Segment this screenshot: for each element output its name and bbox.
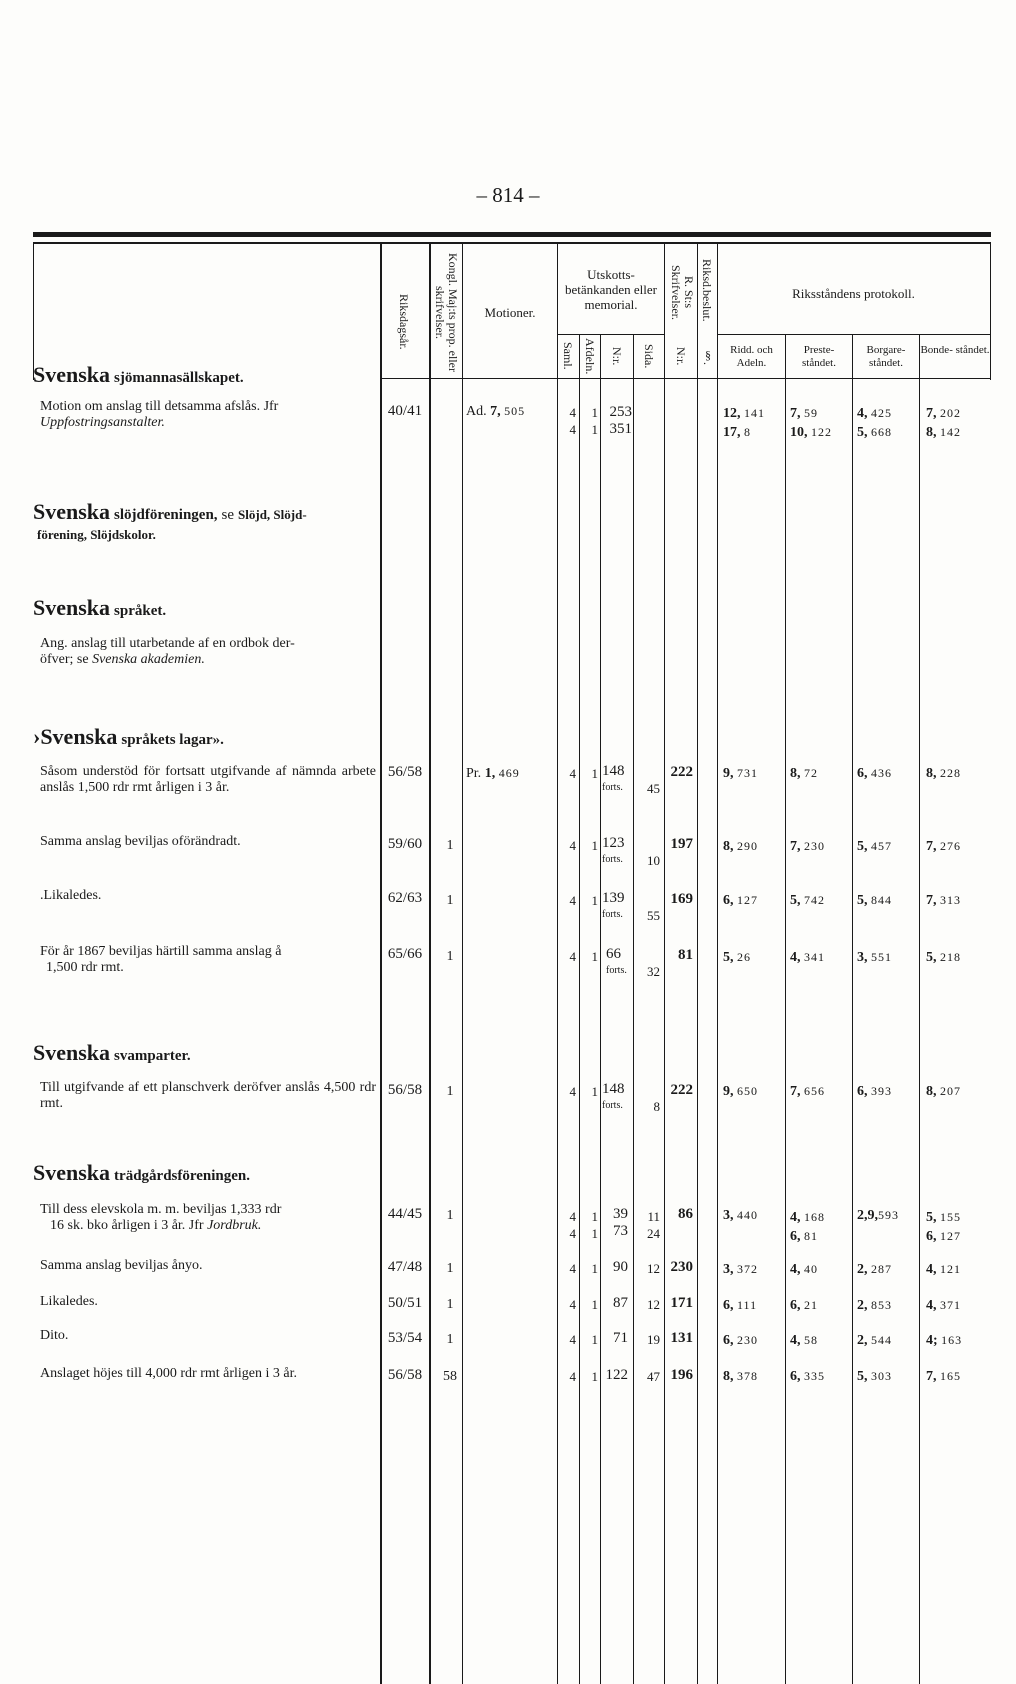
- preste-value: 7, 59 10, 122: [790, 406, 832, 440]
- header-paragraph: §.: [701, 347, 715, 365]
- header-riksd-beslut: Riksd.beslut.: [700, 258, 714, 322]
- nr-value: 90: [613, 1259, 628, 1275]
- riksdagsar-value: 40/41: [387, 403, 423, 419]
- motion-ref: Ad. 7, 505: [466, 404, 526, 419]
- col-beslut-left: [697, 244, 698, 1684]
- riksdagsar-value: 59/60: [387, 836, 423, 852]
- kongl-value: 1: [446, 949, 454, 964]
- bonde-value: 7, 202 8, 142: [926, 406, 961, 440]
- ridd-value: 8, 290: [723, 839, 758, 854]
- borgare-value: 2, 544: [857, 1333, 892, 1348]
- borgare-value: 3, 551: [857, 950, 892, 965]
- afdeln-value: 1: [591, 1084, 598, 1099]
- nr-value: 71: [613, 1330, 628, 1346]
- col-afd-left: [579, 334, 580, 1684]
- rst-value: 131: [670, 1330, 693, 1346]
- entry-description: .Likaledes.: [40, 888, 102, 903]
- borgare-value: 6, 436: [857, 766, 892, 781]
- kongl-value: 1: [446, 1261, 454, 1276]
- col-sida-left: [633, 334, 634, 1684]
- afdeln-value: 1: [591, 949, 598, 964]
- sida-value: 12: [647, 1261, 660, 1276]
- saml-value: 4: [569, 1297, 576, 1312]
- preste-value: 6, 21: [790, 1298, 818, 1313]
- bonde-value: 5, 218: [926, 950, 961, 965]
- afdeln-value: 1: [591, 766, 598, 781]
- header-nr2: N:r.: [674, 346, 688, 366]
- entry-description: Anslaget höjes till 4,000 rdr rmt årligen i 3 år.: [40, 1366, 298, 1381]
- bonde-value: 8, 207: [926, 1084, 961, 1099]
- entry-description: Till utgifvande af ett planschverk deröfver anslås 4,500 rdr rmt.: [40, 1080, 376, 1111]
- border-left: [33, 244, 34, 380]
- section-title-tradgardsforeningen: Svenska trädgårdsföreningen.: [33, 1160, 251, 1185]
- nr-value: 139 forts.: [602, 890, 625, 920]
- riksdagsar-value: 56/58: [387, 1367, 423, 1383]
- preste-value: 4, 168 6, 81: [790, 1210, 825, 1244]
- kongl-value: 58: [443, 1369, 457, 1384]
- saml-value: 4: [569, 893, 576, 908]
- col-mot-left: [462, 244, 463, 1684]
- preste-value: 8, 72: [790, 766, 818, 781]
- riksdagsar-value: 53/54: [387, 1330, 423, 1346]
- nr-value: 39 73: [613, 1206, 628, 1239]
- entry-description: För år 1867 beviljas härtill samma anslag å 1,500 rdr rmt.: [40, 944, 282, 975]
- kongl-value: 1: [446, 1208, 454, 1223]
- preste-value: 4, 341: [790, 950, 825, 965]
- ridd-value: 8, 378: [723, 1369, 758, 1384]
- col-prot-left: [717, 244, 718, 1684]
- header-kongl: Kongl. Maj:ts prop. eller skrifvelser.: [433, 253, 460, 372]
- header-rsts: R. St:s Skrifvelser.: [669, 264, 696, 320]
- header-protokoll: Riksståndens protokoll.: [792, 286, 915, 301]
- afdeln-value: 1 1: [591, 1209, 598, 1241]
- bonde-value: 4; 163: [926, 1333, 963, 1348]
- saml-value: 4: [569, 1332, 576, 1347]
- nr-value: 148 forts.: [602, 1081, 625, 1111]
- borgare-value: 5, 457: [857, 839, 892, 854]
- borgare-value: 2, 287: [857, 1262, 892, 1277]
- rst-value: 169: [670, 891, 693, 907]
- kongl-value: 1: [446, 1297, 454, 1312]
- header-afdeln: Afdeln.: [583, 337, 597, 375]
- borgare-value: 2, 853: [857, 1298, 892, 1313]
- rst-value: 222: [670, 1082, 693, 1098]
- section-title-slojdforeningen: Svenska slöjdföreningen, se Slöjd, Slöjd- förening, Slöjdskolor.: [33, 499, 307, 542]
- nr-value: 253 351: [609, 404, 632, 437]
- riksdagsar-value: 44/45: [387, 1206, 423, 1222]
- header-ridd: Ridd. och Adeln.: [730, 344, 773, 369]
- entry-description: Samma anslag beviljas ånyo.: [40, 1258, 203, 1273]
- entry-description: Likaledes.: [40, 1294, 98, 1309]
- bonde-value: 8, 228: [926, 766, 961, 781]
- saml-value: 4: [569, 766, 576, 781]
- col-riks-left: [380, 244, 382, 1684]
- afdeln-value: 1 1: [591, 405, 598, 437]
- motion-ref: Pr. 1, 469: [466, 766, 520, 781]
- riksdagsar-value: 65/66: [387, 946, 423, 962]
- section-title-spraket: Svenska språket.: [33, 595, 167, 620]
- ridd-value: 9, 650: [723, 1084, 758, 1099]
- col-rst-left: [664, 244, 665, 1684]
- riksdagsar-value: 56/58: [387, 1082, 423, 1098]
- riksdagsar-value: 50/51: [387, 1295, 423, 1311]
- section-title-sprakets-lagar: ›Svenska språkets lagar».: [33, 724, 224, 749]
- kongl-value: 1: [446, 1084, 454, 1099]
- header-motioner: Motioner.: [484, 305, 536, 320]
- rst-value: 171: [670, 1295, 693, 1311]
- header-subrule-prot: [717, 334, 990, 335]
- header-nr: N:r.: [610, 346, 624, 366]
- afdeln-value: 1: [591, 1297, 598, 1312]
- sida-value: 45: [647, 781, 660, 796]
- sida-value: 55: [647, 908, 660, 923]
- rst-value: 230: [670, 1259, 693, 1275]
- header-borgare: Borgare- ståndet.: [866, 344, 906, 369]
- entry-description: Dito.: [40, 1328, 69, 1343]
- bonde-value: 7, 276: [926, 839, 961, 854]
- bonde-value: 4, 121: [926, 1262, 961, 1277]
- borgare-value: 5, 303: [857, 1369, 892, 1384]
- kongl-value: 1: [446, 893, 454, 908]
- rst-value: 86: [678, 1206, 693, 1222]
- saml-value: 4: [569, 838, 576, 853]
- nr-value: 148 forts.: [602, 763, 625, 793]
- ridd-value: 3, 372: [723, 1262, 758, 1277]
- ridd-value: 9, 731: [723, 766, 758, 781]
- ridd-value: 5, 26: [723, 950, 751, 965]
- sida-value: 19: [647, 1332, 660, 1347]
- riksdagsar-value: 62/63: [387, 890, 423, 906]
- ridd-value: 6, 127: [723, 893, 758, 908]
- nr-value: 122: [605, 1367, 628, 1383]
- sida-value: 11 24: [647, 1209, 660, 1241]
- entry-description: Såsom understöd för fortsatt utgifvande af nämnda arbete anslås 1,500 rdr rmt årligen i 3 år.: [40, 764, 376, 795]
- col-preste-left: [785, 334, 786, 1684]
- col-bonde-left: [919, 334, 920, 1684]
- afdeln-value: 1: [591, 1261, 598, 1276]
- ridd-value: 6, 230: [723, 1333, 758, 1348]
- bonde-value: 7, 313: [926, 893, 961, 908]
- afdeln-value: 1: [591, 838, 598, 853]
- header-sida: Sida.: [642, 343, 656, 369]
- bonde-value: 4, 371: [926, 1298, 961, 1313]
- borgare-value: 5, 844: [857, 893, 892, 908]
- borgare-value: 6, 393: [857, 1084, 892, 1099]
- entry-description: Motion om anslag till detsamma afslås. Jfr Uppfostringsanstalter.: [40, 399, 279, 430]
- col-kong-left: [429, 244, 431, 1684]
- sida-value: 10: [647, 853, 660, 868]
- entry-description: Samma anslag beviljas oförändradt.: [40, 834, 241, 849]
- bonde-value: 7, 165: [926, 1369, 961, 1384]
- section-title-svamparter: Svenska svamparter.: [33, 1040, 191, 1065]
- borgare-value: 4, 425 5, 668: [857, 406, 892, 440]
- borgare-value: 2,9,593: [857, 1208, 899, 1223]
- saml-value: 4 4: [569, 1209, 576, 1241]
- rst-value: 197: [670, 836, 693, 852]
- nr-value: 123 forts.: [602, 835, 625, 865]
- top-rule: [33, 232, 991, 237]
- afdeln-value: 1: [591, 893, 598, 908]
- sida-value: 32: [647, 964, 660, 979]
- saml-value: 4: [569, 1084, 576, 1099]
- preste-value: 7, 230: [790, 839, 825, 854]
- header-utskotts: Utskotts- betänkanden eller memorial.: [564, 267, 658, 312]
- riksdagsar-value: 47/48: [387, 1259, 423, 1275]
- rst-value: 222: [670, 764, 693, 780]
- rst-value: 81: [678, 947, 693, 963]
- ridd-value: 12, 141 17, 8: [723, 406, 765, 440]
- header-saml: Saml.: [561, 342, 575, 370]
- saml-value: 4: [569, 1369, 576, 1384]
- kongl-value: 1: [446, 838, 454, 853]
- col-nr-left: [600, 334, 601, 1684]
- rst-value: 196: [670, 1367, 693, 1383]
- section-title-sjomannasallskapet: Svenska sjömannasällskapet.: [33, 362, 244, 387]
- top-rule-thin: [33, 242, 991, 244]
- preste-value: 4, 40: [790, 1262, 818, 1277]
- header-subrule-utsk: [557, 334, 664, 335]
- kongl-value: 1: [446, 1332, 454, 1347]
- sida-value: 12: [647, 1297, 660, 1312]
- header-bottom-rule: [380, 378, 990, 379]
- ridd-value: 3, 440: [723, 1208, 758, 1223]
- afdeln-value: 1: [591, 1369, 598, 1384]
- nr-value: 66 forts.: [606, 946, 627, 976]
- saml-value: 4: [569, 949, 576, 964]
- saml-value: 4 4: [569, 405, 576, 437]
- entry-description: Till dess elevskola m. m. beviljas 1,333 rdr 16 sk. bko årligen i 3 år. Jfr Jordbruk.: [40, 1202, 282, 1233]
- sida-value: 47: [647, 1369, 660, 1384]
- sida-value: 8: [653, 1099, 660, 1114]
- header-bonde: Bonde- ståndet.: [920, 344, 990, 356]
- preste-value: 5, 742: [790, 893, 825, 908]
- ridd-value: 6, 111: [723, 1298, 758, 1313]
- header-preste: Preste- ståndet.: [802, 344, 836, 369]
- nr-value: 87: [613, 1295, 628, 1311]
- page-number: – 814 –: [476, 183, 540, 207]
- col-borg-left: [852, 334, 853, 1684]
- preste-value: 4, 58: [790, 1333, 818, 1348]
- preste-value: 6, 335: [790, 1369, 825, 1384]
- afdeln-value: 1: [591, 1332, 598, 1347]
- riksdagsar-value: 56/58: [387, 764, 423, 780]
- entry-description: Ang. anslag till utarbetande af en ordbok der- öfver; se Svenska akademien.: [40, 636, 295, 667]
- preste-value: 7, 656: [790, 1084, 825, 1099]
- saml-value: 4: [569, 1261, 576, 1276]
- header-riksdagsar: Riksdagsår.: [397, 294, 411, 350]
- bonde-value: 5, 155 6, 127: [926, 1210, 961, 1244]
- border-right: [990, 244, 991, 380]
- col-utsk-left: [557, 244, 558, 1684]
